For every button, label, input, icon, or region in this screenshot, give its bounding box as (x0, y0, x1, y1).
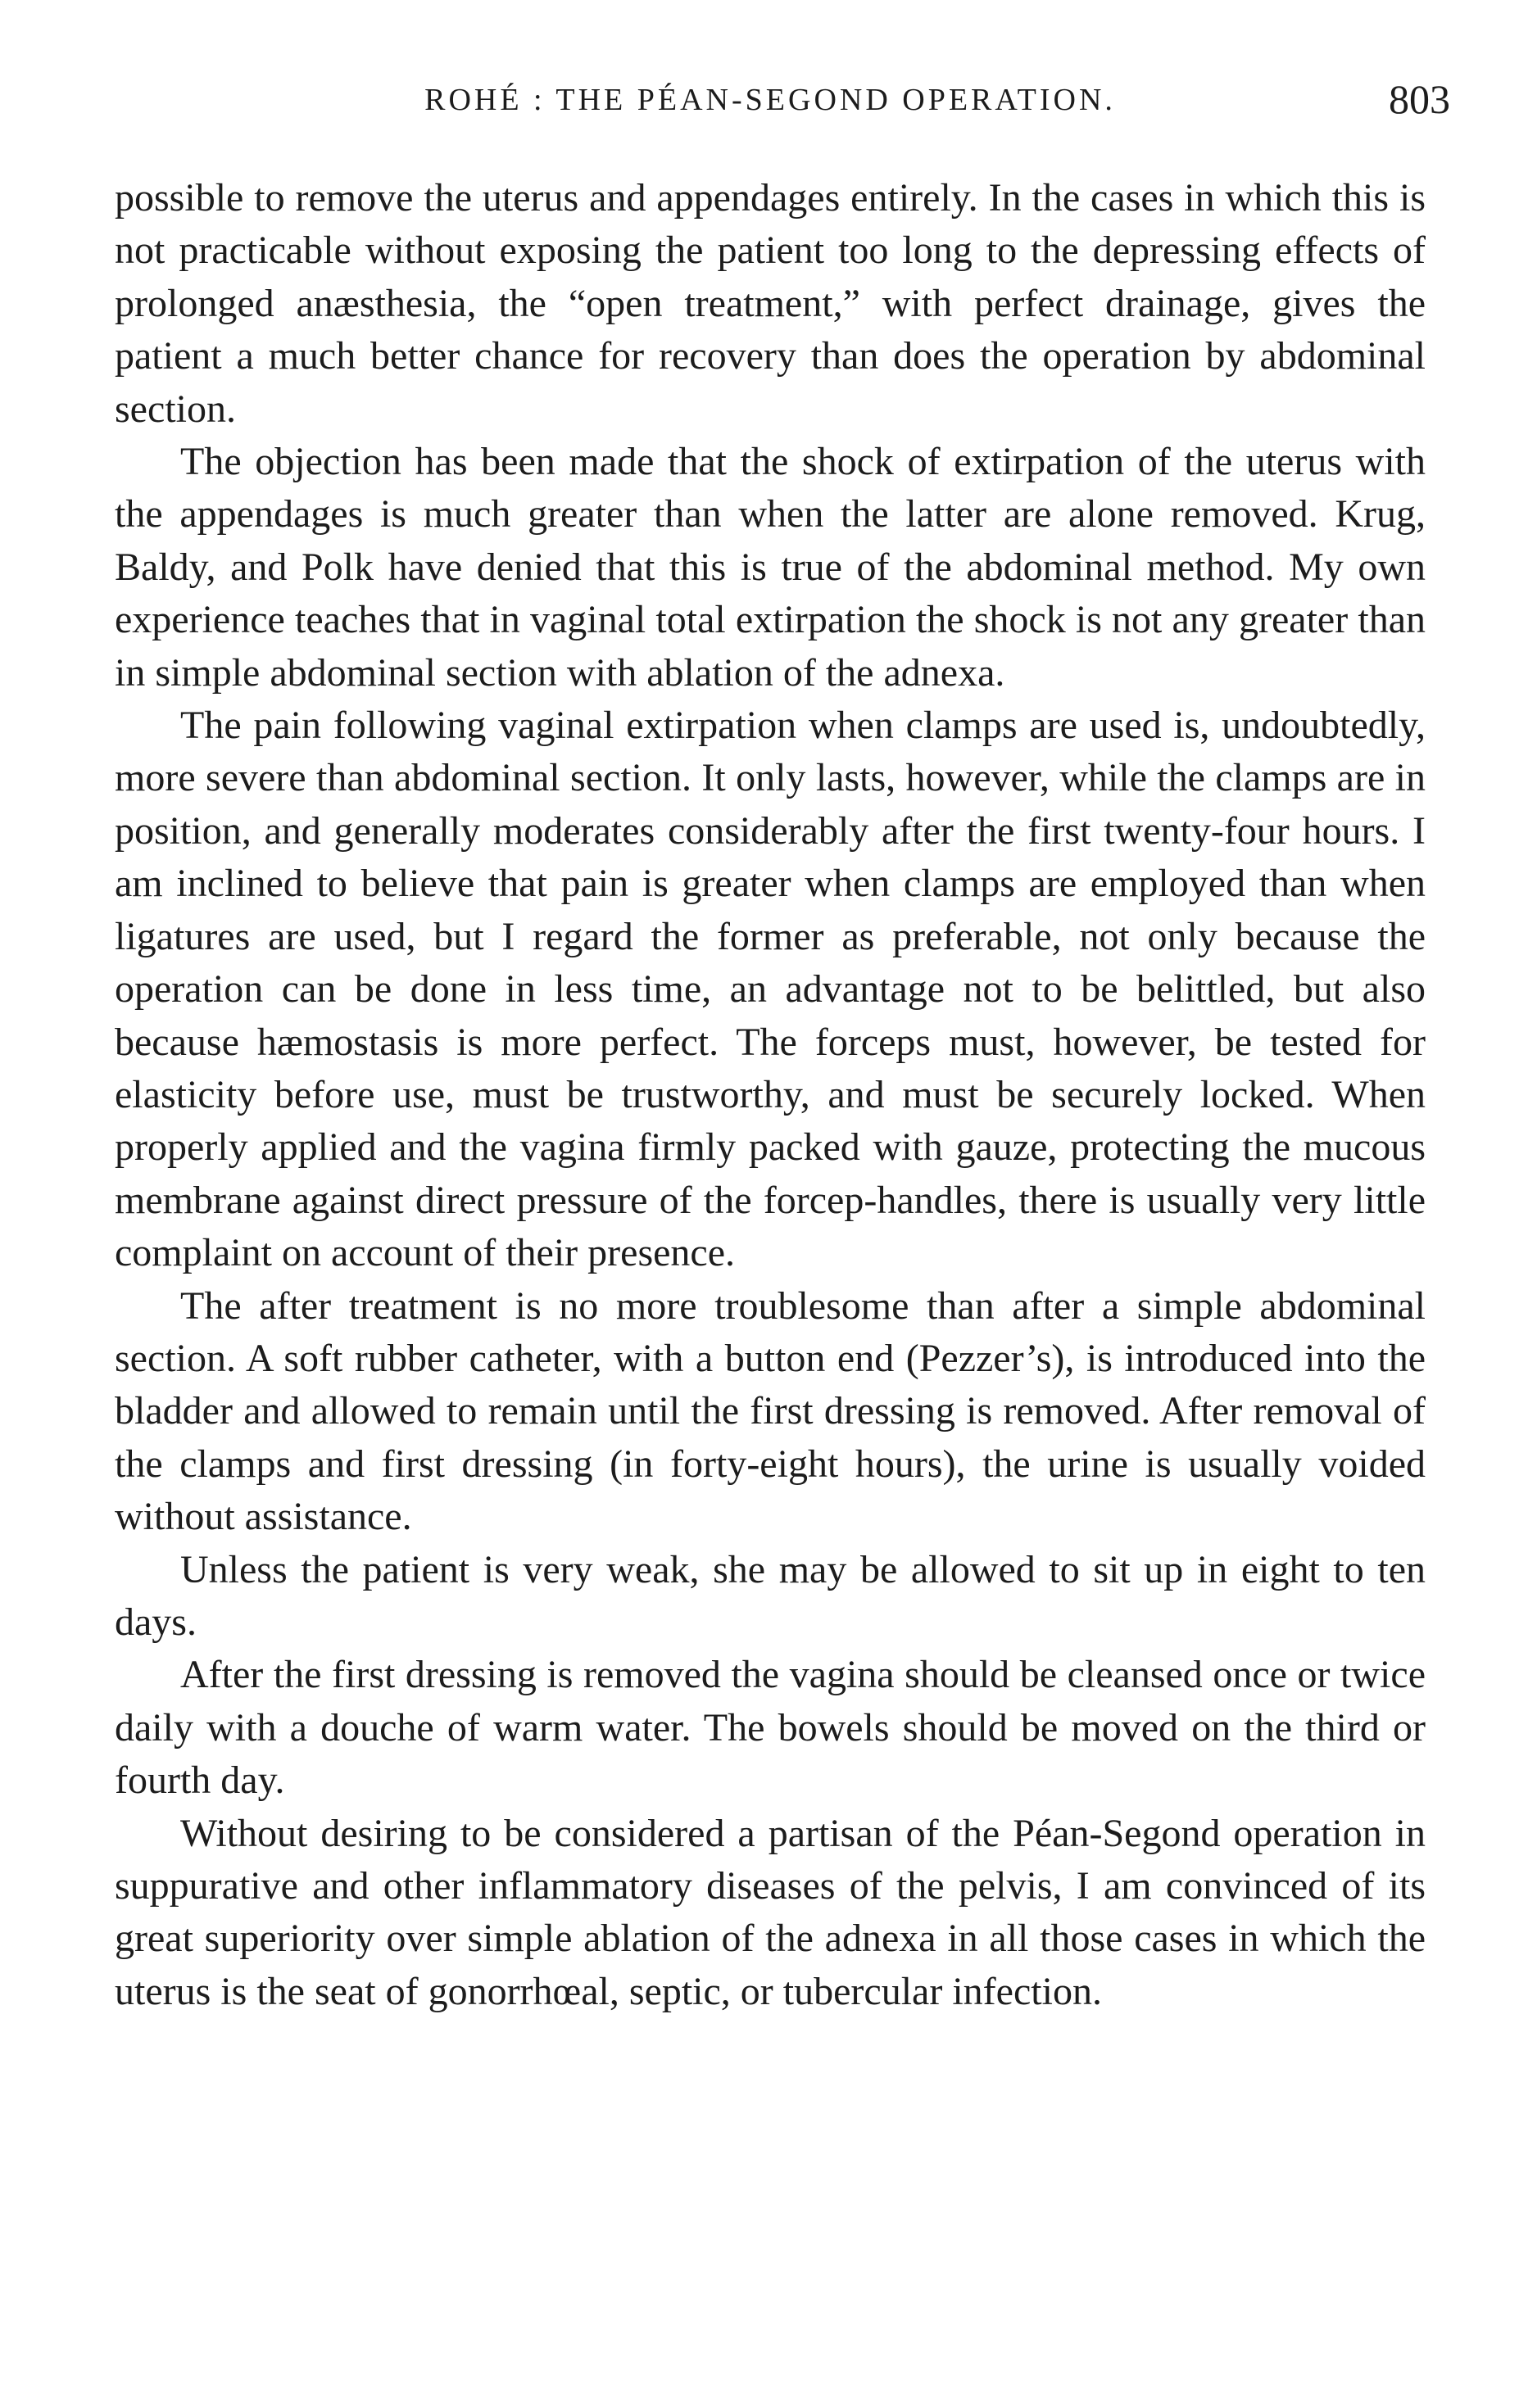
page-number: 803 (1389, 76, 1450, 122)
body-text (115, 172, 1426, 2018)
paragraph: The pain following vaginal extirpation when clamps are used is, undoubtedly, more severe than abdominal section. It only lasts, however, while the clamps are in position, and generally moderates considerably after the first twenty-four hours. I am inclined to believe that pain is greater when clamps are employed than when ligatures are used, but I regard the former as preferable, not only because the operation can be done in less time, an advantage not to be belittled, but also because hæmostasis is more perfect. The forceps must, however, be tested for elasticity before use, must be trustworthy, and must be securely locked. When properly applied and the vagina firmly packed with gauze, protecting the mucous membrane against direct pressure of the forcep-handles, there is usually very little complaint on account of their presence. (115, 704, 1426, 1275)
running-title: ROHÉ : THE PÉAN-SEGOND OPERATION. (424, 83, 1116, 117)
paragraph: After the first dressing is removed the vagina should be cleansed once or twice daily with a douche of warm water. The bowels should be moved on the third or fourth day. (115, 1653, 1426, 1803)
paragraph: Unless the patient is very weak, she may be allowed to sit up in eight to ten days. (115, 1547, 1426, 1644)
running-head (115, 75, 1450, 133)
paragraph: The after treatment is no more troublesome than after a simple abdominal section. A soft rubber catheter, with a button end (Pezzer’s), is introduced into the bladder and allowed to remain until the first dressing is removed. After removal of the clamps and first dressing (in forty-eight hours), the urine is usually voided without assistance. (115, 1283, 1426, 1539)
paragraph: The objection has been made that the shock of extirpation of the uterus with the appendages is much greater than when the latter are alone removed. Krug, Baldy, and Polk have denied that this is true of the abdominal method. My own experience teaches that in vaginal total extirpation the shock is not any greater than in simple abdominal section with ablation of the adnexa. (115, 440, 1426, 695)
paragraph: Without desiring to be considered a partisan of the Péan-Segond operation in suppurative and other inflammatory diseases of the pelvis, I am convinced of its great superiority over simple ablation of the adnexa in all those cases in which the uterus is the seat of gonorrhœal, septic, or tubercular infection. (115, 1811, 1426, 2013)
paragraph: possible to remove the uterus and appendages entirely. In the cases in which this is not practicable without exposing the patient too long to the depressing effects of prolonged anæsthesia, the “open treatment,” with perfect drainage, gives the patient a much better chance for recovery than does the operation by abdominal section. (115, 176, 1426, 431)
